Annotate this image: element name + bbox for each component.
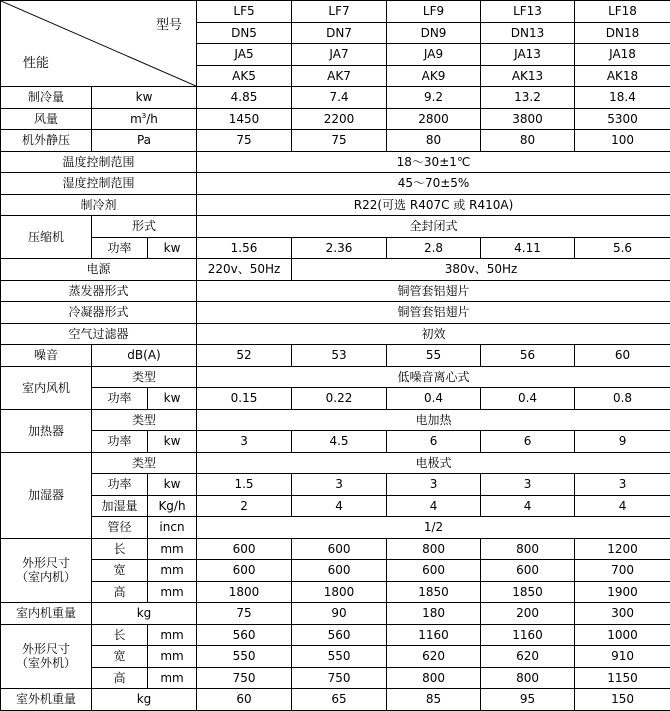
model-cell: DN13: [481, 22, 575, 44]
value-cell: 6: [481, 431, 575, 453]
value-cell: 1200: [575, 538, 670, 560]
row-static-pressure: [1, 130, 670, 152]
value-cell: 910: [575, 646, 670, 668]
value-cell: 550: [292, 646, 387, 668]
row-outdoor-height: [1, 667, 670, 689]
value-cell: 4.85: [197, 87, 292, 109]
sub-label: 宽: [92, 560, 148, 582]
value-cell: 200: [481, 603, 575, 625]
value-cell: 4.5: [292, 431, 387, 453]
row-outdoor-length: [1, 624, 670, 646]
value-cell: 600: [387, 560, 481, 582]
value-cell: 75: [197, 130, 292, 152]
value-cell: 600: [292, 560, 387, 582]
value-cell: 52: [197, 345, 292, 367]
performance-header-label: 性能: [23, 57, 49, 71]
row-indoor-width: [1, 560, 670, 582]
value-cell: 2200: [292, 108, 387, 130]
model-cell: JA9: [387, 44, 481, 66]
value-cell: 300: [575, 603, 670, 625]
unit-cell: incn: [148, 517, 197, 539]
group-label: [1, 538, 92, 603]
row-humidifier-type: [1, 452, 670, 474]
value-cell: 4: [481, 495, 575, 517]
value-cell: 1850: [481, 581, 575, 603]
row-noise: [1, 345, 670, 367]
value-cell: 4: [387, 495, 481, 517]
row-temp-range: [1, 151, 670, 173]
merged-value-cell: 铜管套铝翅片: [197, 302, 670, 324]
row-indoor-length: [1, 538, 670, 560]
value-cell: 90: [292, 603, 387, 625]
group-label-line2: （室外机）: [16, 656, 76, 670]
row-label: 制冷量: [1, 87, 92, 109]
row-label: 机外静压: [1, 130, 92, 152]
value-cell: 4.11: [481, 237, 575, 259]
unit-cell: mm: [148, 646, 197, 668]
value-cell: 800: [387, 538, 481, 560]
row-humidifier-power: [1, 474, 670, 496]
value-cell: 180: [387, 603, 481, 625]
model-cell: DN18: [575, 22, 670, 44]
merged-value-cell: 1/2: [197, 517, 670, 539]
merged-value-cell: 初效: [197, 323, 670, 345]
row-label: 湿度控制范围: [1, 173, 197, 195]
value-cell: 5300: [575, 108, 670, 130]
value-cell: 0.4: [481, 388, 575, 410]
model-cell: LF9: [387, 1, 481, 23]
model-cell: AK5: [197, 65, 292, 87]
group-label-line1: 外形尺寸: [22, 556, 70, 570]
unit-cell: [92, 108, 197, 130]
row-compressor-power: [1, 237, 670, 259]
sub-label: 高: [92, 667, 148, 689]
value-cell: 53: [292, 345, 387, 367]
value-cell: 600: [197, 538, 292, 560]
model-cell: DN5: [197, 22, 292, 44]
model-header-label: 型号: [156, 19, 182, 33]
merged-value-cell: 18～30±1℃: [197, 151, 670, 173]
unit-cell: mm: [148, 624, 197, 646]
value-cell: 800: [481, 538, 575, 560]
row-label: 噪音: [1, 345, 92, 367]
value-cell: 2.36: [292, 237, 387, 259]
merged-value-cell: 电加热: [197, 409, 670, 431]
sub-label: 功率: [92, 431, 148, 453]
value-cell: 13.2: [481, 87, 575, 109]
row-label: 室内机重量: [1, 603, 92, 625]
value-cell: 3: [292, 474, 387, 496]
unit-cell: mm: [148, 560, 197, 582]
row-outdoor-width: [1, 646, 670, 668]
model-cell: AK7: [292, 65, 387, 87]
value-cell: 2: [197, 495, 292, 517]
sub-label: 类型: [92, 409, 197, 431]
value-cell: 600: [481, 560, 575, 582]
value-cell: 750: [197, 667, 292, 689]
merged-value-cell: 45～70±5%: [197, 173, 670, 195]
model-cell: AK13: [481, 65, 575, 87]
value-cell: 560: [197, 624, 292, 646]
unit-tail: /h: [146, 112, 158, 126]
row-indoor-height: [1, 581, 670, 603]
value-cell: 620: [481, 646, 575, 668]
value-cell: 2800: [387, 108, 481, 130]
value-cell: 620: [387, 646, 481, 668]
row-label: 制冷剂: [1, 194, 197, 216]
value-cell: 9: [575, 431, 670, 453]
header-corner-cell: [1, 1, 197, 87]
value-cell: 750: [292, 667, 387, 689]
unit-cell: mm: [148, 581, 197, 603]
value-cell: 3: [197, 431, 292, 453]
value-cell: 95: [481, 689, 575, 711]
value-cell: 1150: [575, 667, 670, 689]
value-cell: 600: [292, 538, 387, 560]
row-label: 冷凝器形式: [1, 302, 197, 324]
value-cell: 75: [197, 603, 292, 625]
unit-cell: kw: [148, 237, 197, 259]
model-cell: AK9: [387, 65, 481, 87]
value-cell: 4: [292, 495, 387, 517]
model-cell: JA18: [575, 44, 670, 66]
sub-label: 类型: [92, 366, 197, 388]
value-cell: 3800: [481, 108, 575, 130]
group-label: 加湿器: [1, 452, 92, 538]
value-cell: 18.4: [575, 87, 670, 109]
value-cell: 1850: [387, 581, 481, 603]
model-row-lf: [1, 1, 670, 23]
merged-value-cell: 380v、50Hz: [292, 259, 670, 281]
sub-label: 高: [92, 581, 148, 603]
unit-cell: kw: [148, 474, 197, 496]
value-cell: 3: [481, 474, 575, 496]
unit-cell: dB(A): [92, 345, 197, 367]
value-cell: 1160: [481, 624, 575, 646]
value-cell: 75: [292, 130, 387, 152]
row-condenser: [1, 302, 670, 324]
model-cell: DN7: [292, 22, 387, 44]
value-cell: 5.6: [575, 237, 670, 259]
value-cell: 85: [387, 689, 481, 711]
value-cell: 65: [292, 689, 387, 711]
unit-cell: Kg/h: [148, 495, 197, 517]
sub-label: 类型: [92, 452, 197, 474]
row-indoor-weight: [1, 603, 670, 625]
value-cell: 56: [481, 345, 575, 367]
model-cell: JA13: [481, 44, 575, 66]
group-label: 室内风机: [1, 366, 92, 409]
model-cell: LF5: [197, 1, 292, 23]
row-airflow: [1, 108, 670, 130]
row-cooling-capacity: [1, 87, 670, 109]
sub-label: 长: [92, 624, 148, 646]
value-cell: 1000: [575, 624, 670, 646]
group-label: [1, 624, 92, 689]
value-cell: 3: [387, 474, 481, 496]
model-cell: JA5: [197, 44, 292, 66]
value-cell: 60: [197, 689, 292, 711]
unit-cell: kg: [92, 603, 197, 625]
sub-label: 长: [92, 538, 148, 560]
value-cell: 1450: [197, 108, 292, 130]
value-cell: 1800: [292, 581, 387, 603]
row-refrigerant: [1, 194, 670, 216]
sub-label: 功率: [92, 474, 148, 496]
value-cell: 100: [575, 130, 670, 152]
sub-label: 管径: [92, 517, 148, 539]
unit-base: m: [130, 112, 142, 126]
row-label: 空气过滤器: [1, 323, 197, 345]
merged-value-cell: 电极式: [197, 452, 670, 474]
row-humidifier-pipe: [1, 517, 670, 539]
value-cell: 55: [387, 345, 481, 367]
value-cell: 2.8: [387, 237, 481, 259]
value-cell: 0.4: [387, 388, 481, 410]
value-cell: 800: [481, 667, 575, 689]
row-humidifier-capacity: [1, 495, 670, 517]
value-cell: 60: [575, 345, 670, 367]
value-cell: 700: [575, 560, 670, 582]
value-cell: 800: [387, 667, 481, 689]
value-cell: 9.2: [387, 87, 481, 109]
value-cell: 6: [387, 431, 481, 453]
sub-label: 加湿量: [92, 495, 148, 517]
unit-cell: mm: [148, 538, 197, 560]
row-outdoor-weight: [1, 689, 670, 711]
sub-label: 形式: [92, 216, 197, 238]
diagonal-divider: [1, 1, 196, 86]
row-humidity-range: [1, 173, 670, 195]
group-label: 压缩机: [1, 216, 92, 259]
value-cell: 0.8: [575, 388, 670, 410]
sub-label: 宽: [92, 646, 148, 668]
value-cell: 1900: [575, 581, 670, 603]
model-cell: AK18: [575, 65, 670, 87]
value-cell: 150: [575, 689, 670, 711]
row-evaporator: [1, 280, 670, 302]
unit-cell: Pa: [92, 130, 197, 152]
merged-value-cell: 铜管套铝翅片: [197, 280, 670, 302]
unit-cell: mm: [148, 667, 197, 689]
value-cell: 1.56: [197, 237, 292, 259]
row-power-supply: [1, 259, 670, 281]
row-compressor-type: [1, 216, 670, 238]
value-cell: 1800: [197, 581, 292, 603]
sub-label: 功率: [92, 237, 148, 259]
model-cell: LF18: [575, 1, 670, 23]
row-heater-power: [1, 431, 670, 453]
row-indoor-fan-type: [1, 366, 670, 388]
row-label: 室外机重量: [1, 689, 92, 711]
merged-value-cell: 低噪音离心式: [197, 366, 670, 388]
row-label: 电源: [1, 259, 197, 281]
unit-cell: kw: [148, 388, 197, 410]
value-cell: 0.22: [292, 388, 387, 410]
row-label: 风量: [1, 108, 92, 130]
value-cell: 7.4: [292, 87, 387, 109]
value-cell: 550: [197, 646, 292, 668]
row-heater-type: [1, 409, 670, 431]
merged-value-cell: 全封闭式: [197, 216, 670, 238]
value-cell: 220v、50Hz: [197, 259, 292, 281]
unit-cell: kw: [148, 431, 197, 453]
row-indoor-fan-power: [1, 388, 670, 410]
unit-cell: kg: [92, 689, 197, 711]
unit-superscript: 3: [142, 112, 146, 120]
merged-value-cell: R22(可选 R407C 或 R410A): [197, 194, 670, 216]
group-label: 加热器: [1, 409, 92, 452]
model-cell: JA7: [292, 44, 387, 66]
value-cell: 560: [292, 624, 387, 646]
value-cell: 1.5: [197, 474, 292, 496]
model-cell: DN9: [387, 22, 481, 44]
sub-label: 功率: [92, 388, 148, 410]
group-label-line2: （室内机）: [16, 570, 76, 584]
row-air-filter: [1, 323, 670, 345]
value-cell: 4: [575, 495, 670, 517]
value-cell: 0.15: [197, 388, 292, 410]
value-cell: 80: [481, 130, 575, 152]
value-cell: 600: [197, 560, 292, 582]
unit-cell: kw: [92, 87, 197, 109]
row-label: 温度控制范围: [1, 151, 197, 173]
model-cell: LF7: [292, 1, 387, 23]
value-cell: 3: [575, 474, 670, 496]
group-label-line1: 外形尺寸: [22, 642, 70, 656]
value-cell: 80: [387, 130, 481, 152]
model-cell: LF13: [481, 1, 575, 23]
value-cell: 1160: [387, 624, 481, 646]
row-label: 蒸发器形式: [1, 280, 197, 302]
